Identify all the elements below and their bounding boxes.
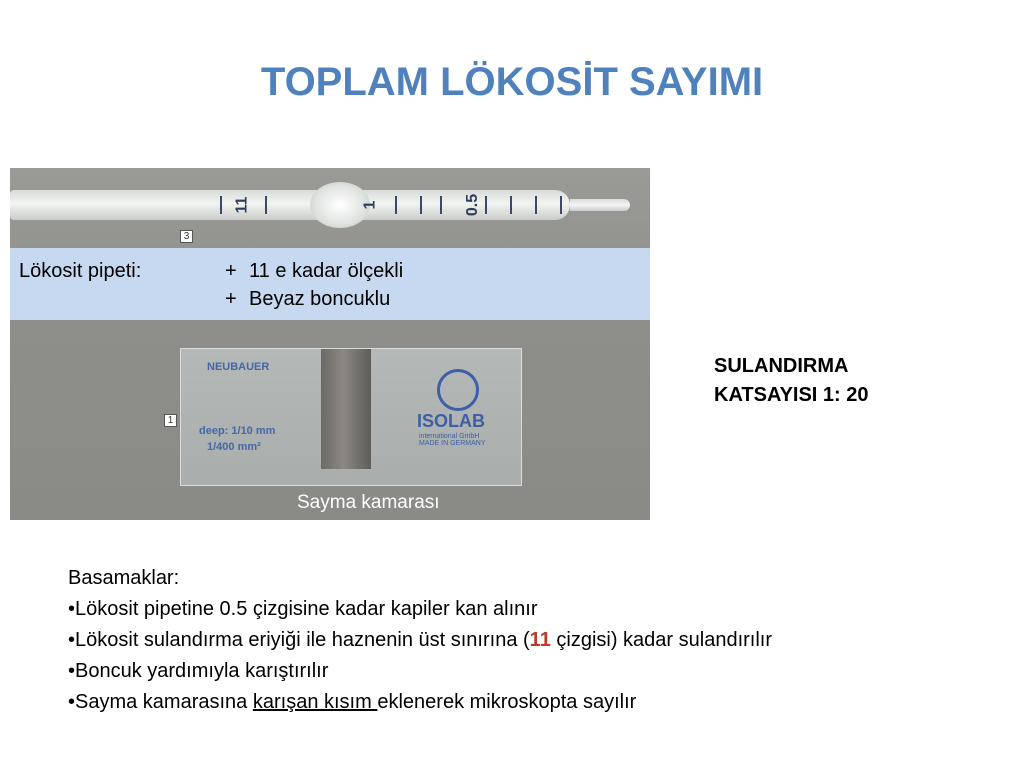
pipette-mark-11: 11 bbox=[233, 196, 251, 214]
pipette-mark-0-5: 0.5 bbox=[464, 193, 482, 217]
steps-list bbox=[68, 563, 772, 718]
counting-chamber bbox=[180, 348, 522, 486]
steps-heading: Basamaklar: bbox=[68, 567, 180, 589]
pipette-tick bbox=[510, 196, 512, 214]
pipette-tick bbox=[220, 196, 222, 214]
plus-bullet: + bbox=[225, 260, 237, 282]
step-item bbox=[68, 625, 772, 656]
pipette-tick bbox=[535, 196, 537, 214]
step-highlight: 11 bbox=[529, 629, 551, 651]
chamber-neubauer-label: NEUBAUER bbox=[207, 361, 270, 373]
pipette-tick bbox=[265, 196, 267, 214]
photo-badge: 1 bbox=[164, 414, 177, 427]
step-item bbox=[68, 687, 772, 718]
chamber-depth-label: deep: 1/10 mm bbox=[199, 425, 276, 437]
step-text: •Sayma kamarasına bbox=[68, 691, 253, 713]
dilution-line-2: KATSAYISI 1: 20 bbox=[714, 384, 869, 406]
chamber-brand-origin: MADE IN GERMANY bbox=[419, 440, 486, 447]
step-underlined: karışan kısım bbox=[252, 691, 378, 713]
photo-caption: Sayma kamarası bbox=[297, 492, 440, 513]
chamber-brand: ISOLAB bbox=[417, 411, 486, 431]
chamber-brand-sub bbox=[419, 433, 486, 447]
step-text: •Lökosit sulandırma eriyiği ile haznenin üst sınırına ( bbox=[68, 629, 530, 651]
pipette-info-text: Beyaz boncuklu bbox=[249, 288, 391, 310]
pipette-tip bbox=[570, 199, 630, 211]
pipette-mark-1: 1 bbox=[361, 200, 379, 210]
pipette-tick bbox=[560, 196, 562, 214]
pipette-and-chamber-photo bbox=[10, 168, 650, 520]
chamber-slot bbox=[321, 349, 371, 469]
pipette-tick bbox=[395, 196, 397, 214]
dilution-ratio bbox=[714, 352, 869, 410]
slide-title: TOPLAM LÖKOSİT SAYIMI bbox=[260, 60, 764, 104]
pipette-tick bbox=[440, 196, 442, 214]
step-text: eklenerek mikroskopta sayılır bbox=[377, 691, 637, 713]
pipette-info-item bbox=[225, 260, 403, 283]
flask-logo-icon bbox=[437, 369, 479, 411]
plus-bullet: + bbox=[225, 288, 237, 310]
pipette-tick bbox=[420, 196, 422, 214]
pipette-info-label: Lökosit pipeti: bbox=[19, 260, 142, 282]
pipette-info-box bbox=[10, 248, 650, 320]
photo-badge: 3 bbox=[180, 230, 193, 243]
step-text: çizgisi) kadar sulandırılır bbox=[550, 629, 773, 651]
step-item: •Boncuk yardımıyla karıştırılır bbox=[68, 660, 329, 682]
pipette-info-item bbox=[225, 288, 390, 311]
pipette-info-text: 11 e kadar ölçekli bbox=[249, 260, 404, 282]
dilution-line-1: SULANDIRMA bbox=[714, 355, 849, 377]
chamber-area-label: 1/400 mm² bbox=[207, 441, 261, 453]
chamber-brand-company: international GmbH bbox=[419, 433, 480, 440]
pipette-tick bbox=[485, 196, 487, 214]
step-item: •Lökosit pipetine 0.5 çizgisine kadar kapiler kan alınır bbox=[68, 598, 538, 620]
